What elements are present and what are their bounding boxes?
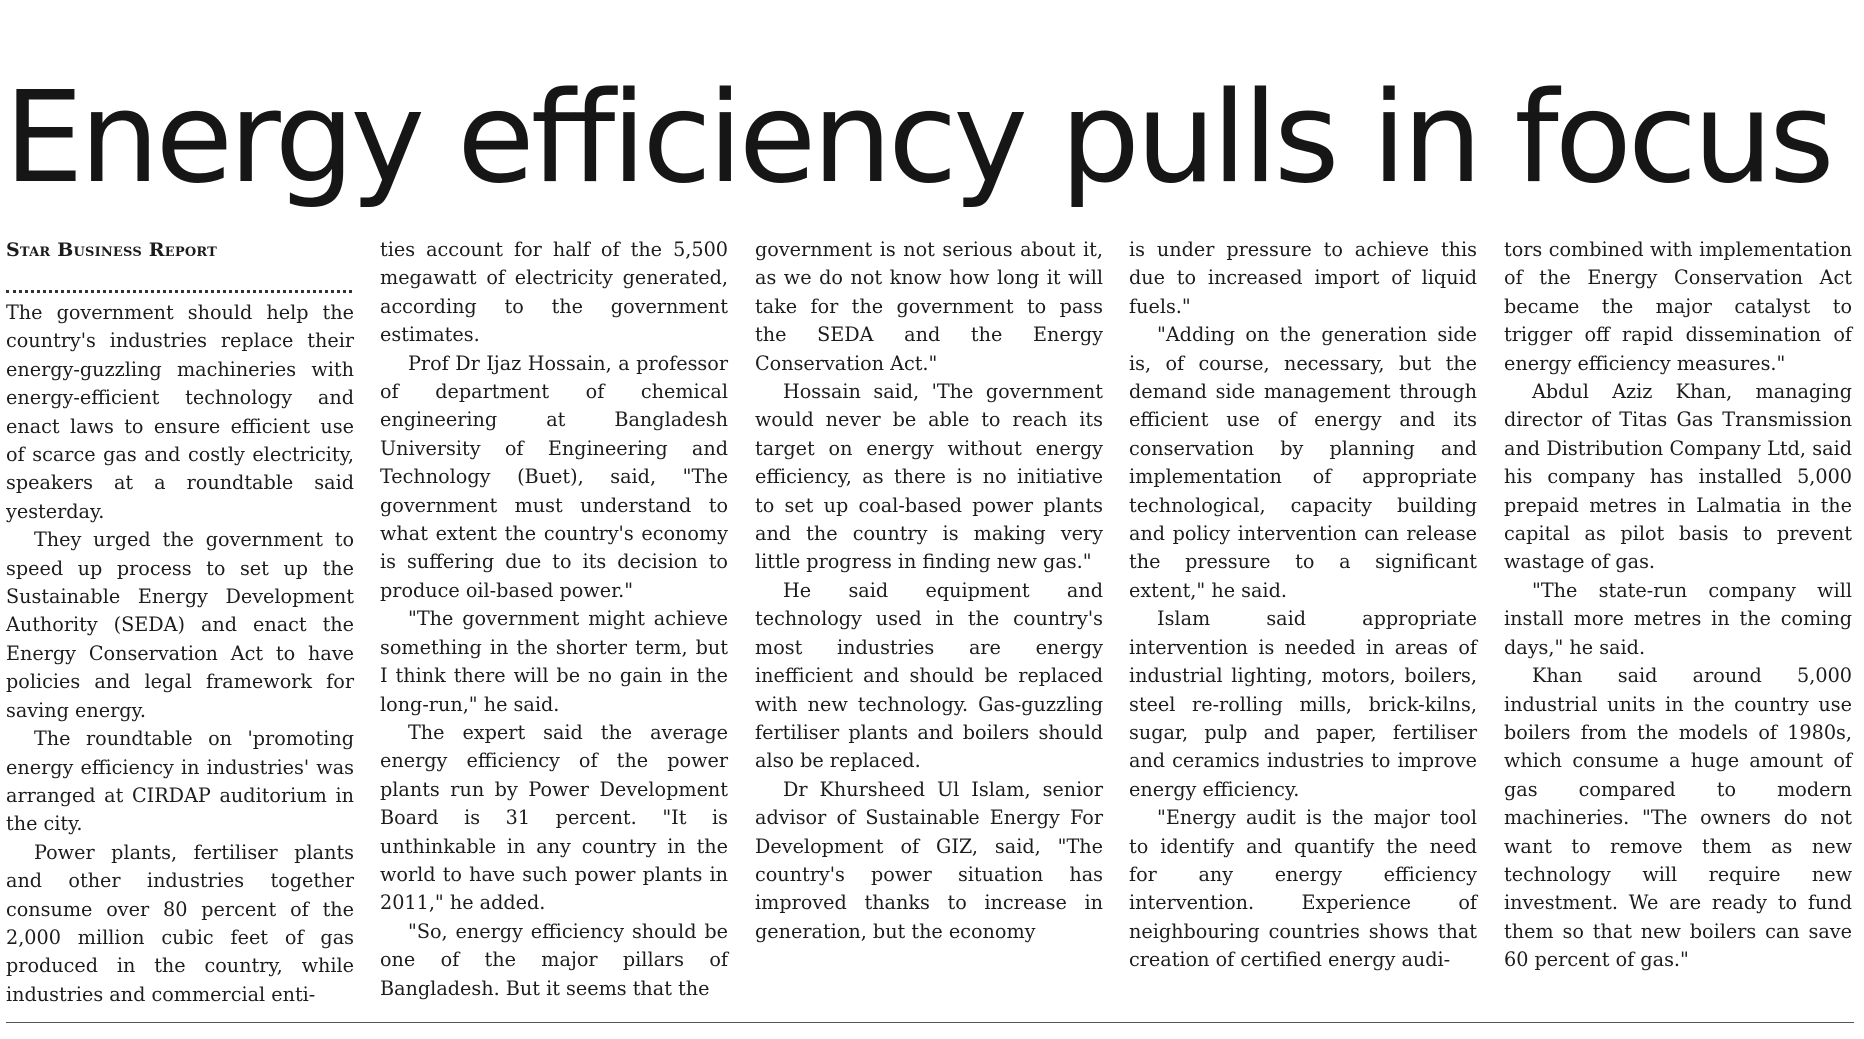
byline: Star Business Report xyxy=(6,239,217,261)
article-column-5 xyxy=(1504,236,1852,1006)
paragraph: The expert said the average energy efficiency of the power plants run by Power Development Board is 31 percent. "It is unthinkable in any country in the world to have such power plants in 2011," he added. xyxy=(380,720,728,915)
paragraph: is under pressure to achieve this due to increased import of liquid fuels." xyxy=(1129,238,1477,318)
paragraph: Abdul Aziz Khan, managing director of Titas Gas Transmission and Distribution Company Ltd, said his company has installed 5,000 prepaid metres in Lalmatia in the capital as pilot basis to prevent wastage of gas. xyxy=(1504,380,1852,574)
paragraph: They urged the government to speed up process to set up the Sustainable Energy Development Authority (SEDA) and enact the Energy Conservation Act to have policies and legal framework for saving energy. xyxy=(6,528,354,722)
paragraph: The government should help the country's industries replace their energy-guzzling machineries with energy-efficient technology and enact laws to ensure efficient use of scarce gas and costly electricity, speakers at a roundtable said yesterday. xyxy=(6,301,354,523)
paragraph: "So, energy efficiency should be one of the major pillars of Bangladesh. But it seems that the xyxy=(380,919,728,1000)
paragraph: Khan said around 5,000 industrial units in the country use boilers from the models of 1980s, which consume a huge amount of gas compared to modern machineries. "The owners do not want to remove them as new technology will require new investment. We are ready to fund them so that new boilers can save 60 percent of gas." xyxy=(1504,664,1852,972)
paragraph: government is not serious about it, as we do not know how long it will take for the government to pass the SEDA and the Energy Conservation Act." xyxy=(755,238,1103,375)
paragraph: "Adding on the generation side is, of course, necessary, but the demand side management through efficient use of energy and its conservation by planning and implementation of appropriate technological, capacity building and policy intervention can release the pressure to a significant extent," he said. xyxy=(1129,323,1477,602)
article-column-1 xyxy=(6,236,354,1006)
paragraph: He said equipment and technology used in the country's most industries are energy inefficient and should be replaced with new technology. Gas-guzzling fertiliser plants and boilers should also be replaced. xyxy=(755,578,1103,773)
article-column-2 xyxy=(380,236,728,1006)
footer-rule xyxy=(6,1022,1854,1023)
paragraph: Prof Dr Ijaz Hossain, a professor of department of chemical engineering at Bangladesh University of Engineering and Technology (Buet), said, "The government must understand to what extent the country's economy is suffering due to its decision to produce oil-based power." xyxy=(380,351,728,602)
paragraph: Islam said appropriate intervention is needed in areas of industrial lighting, motors, boilers, steel re-rolling mills, brick-kilns, sugar, pulp and paper, fertiliser and ceramics industries to improve energy efficiency. xyxy=(1129,607,1477,801)
paragraph: tors combined with implementation of the Energy Conservation Act became the major catalyst to trigger off rapid dissemination of energy efficiency measures." xyxy=(1504,238,1852,375)
paragraph: "The government might achieve something in the shorter term, but I think there will be no gain in the long-run," he said. xyxy=(380,607,728,716)
article-column-4 xyxy=(1129,236,1477,1006)
paragraph: Dr Khursheed Ul Islam, senior advisor of Sustainable Energy For Development of GIZ, said, "The country's power situation has improved thanks to increase in generation, but the economy xyxy=(755,777,1103,943)
headline: Energy efficiency pulls in focus xyxy=(4,64,1831,211)
article-body xyxy=(6,236,1854,1006)
paragraph: Hossain said, 'The government would never be able to reach its target on energy without energy efficiency, as there is no initiative to set up coal-based power plants and the country is making very little progress in finding new gas." xyxy=(755,380,1103,574)
article-column-3 xyxy=(755,236,1103,1006)
byline-dotted-rule xyxy=(6,270,352,293)
paragraph: The roundtable on 'promoting energy efficiency in industries' was arranged at CIRDAP auditorium in the city. xyxy=(6,727,354,836)
paragraph: ties account for half of the 5,500 megawatt of electricity generated, according to the government estimates. xyxy=(380,238,728,347)
paragraph: "Energy audit is the major tool to identify and quantify the need for any energy efficiency intervention. Experience of neighbouring countries shows that creation of certified energy audi- xyxy=(1129,806,1477,972)
paragraph: "The state-run company will install more metres in the coming days," he said. xyxy=(1504,578,1852,659)
paragraph: Power plants, fertiliser plants and other industries together consume over 80 percent of the 2,000 million cubic feet of gas produced in the country, while industries and commercial enti- xyxy=(6,840,354,1006)
